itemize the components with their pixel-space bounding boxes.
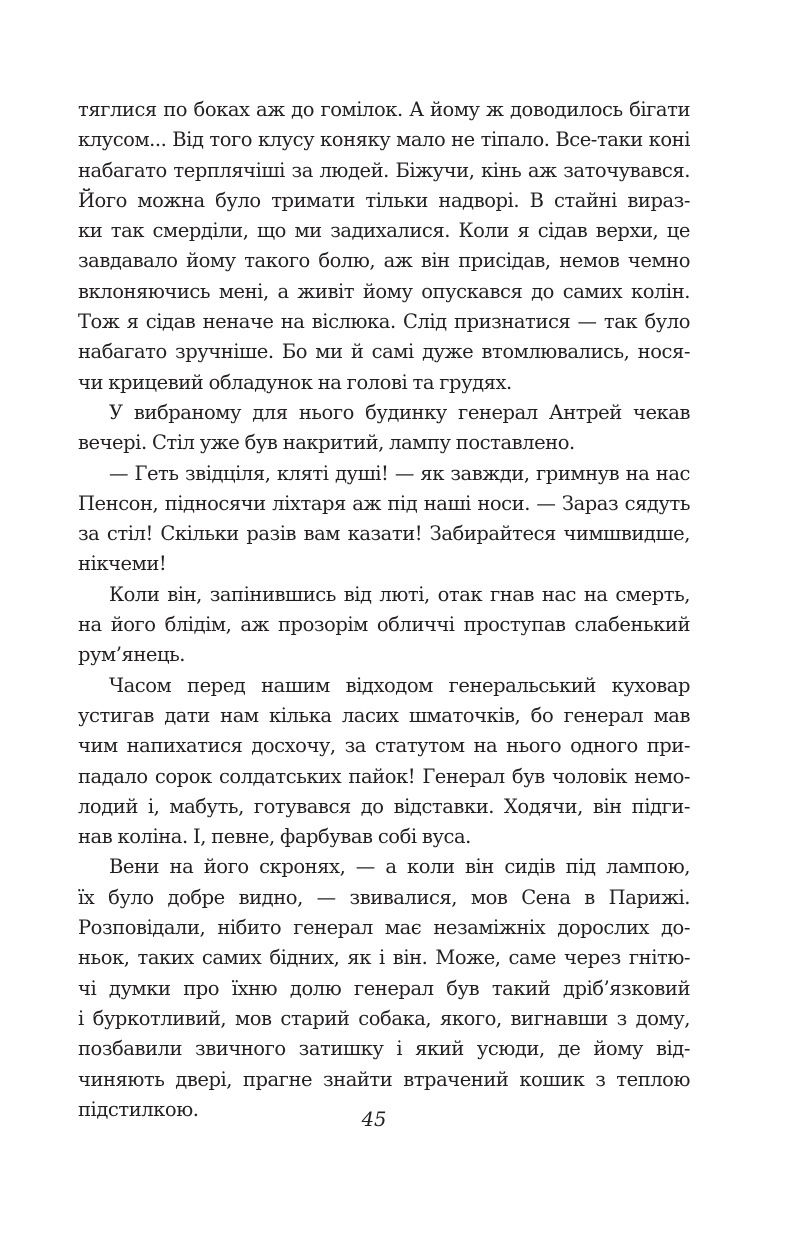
text-line: ньок, таких самих бідних, як і він. Може, саме через гнітю-	[78, 946, 690, 970]
text-line: лодий і, мабуть, готувався до відставки. Ходячи, він підги-	[78, 794, 690, 818]
text-line: Коли він, запінившись від люті, отак гнав нас на смерть,	[109, 582, 690, 606]
text-line: підстилкою.	[78, 1097, 199, 1121]
text-line: вечері. Стіл уже був накритий, лампу поставлено.	[78, 431, 575, 455]
text-line: ки так смерділи, що ми задихалися. Коли я сідав верхи, це	[78, 219, 690, 243]
text-line: чі думки про їхню долю генерал був такий дріб’язковий	[78, 976, 690, 1000]
text-line: набагато зручніше. Бо ми й самі дуже втомлювались, нося-	[78, 340, 690, 364]
page-body	[78, 95, 690, 1125]
text-line: позбавили звичного затишку і який усюди, де йому від-	[78, 1037, 690, 1061]
text-line: вклоняючись мені, а живіт йому опускався до самих колін.	[78, 279, 690, 303]
text-line: нав коліна. І, певне, фарбував собі вуса.	[78, 825, 471, 849]
text-line: устигав дати нам кілька ласих шматочків, бо генерал мав	[78, 703, 690, 727]
text-line: Його можна було тримати тільки надворі. В стайні вираз-	[78, 188, 690, 212]
text-line: чи крицевий обладунок на голові та грудях.	[78, 370, 512, 394]
text-line: на його блідім, аж прозорім обличчі проступав слабенький	[78, 613, 690, 637]
text-line: У вибраному для нього будинку генерал Антрей чекав	[109, 400, 690, 424]
text-line: їх було добре видно, — звивалися, мов Сена в Парижі.	[78, 885, 690, 909]
text-line: Вени на його скронях, — а коли він сидів під лампою,	[109, 855, 690, 879]
text-line: — Геть звідціля, кляті душі! — як завжди, гримнув на нас	[109, 461, 690, 485]
text-line: падало сорок солдатських пайок! Генерал був чоловік немо-	[78, 764, 690, 788]
text-line: набагато терплячіші за людей. Біжучи, кінь аж заточувався.	[78, 158, 690, 182]
text-line: нікчеми!	[78, 552, 167, 576]
text-line: завдавало йому такого болю, аж він присідав, немов чемно	[78, 249, 690, 273]
text-line: за стіл! Скільки разів вам казати! Забирайтеся чимшвидше,	[78, 522, 690, 546]
text-line: тяглися по боках аж до гомілок. А йому ж доводилось бігати	[78, 98, 690, 121]
text-line: Часом перед нашим відходом генеральський куховар	[109, 673, 690, 697]
text-line: Розповідали, нібито генерал має незаміжніх дорослих до-	[78, 916, 690, 940]
text-line: клусом... Від того клусу коняку мало не тіпало. Все-таки коні	[78, 128, 690, 152]
text-line: і буркотливий, мов старий собака, якого, вигнавши з дому,	[78, 1006, 690, 1030]
text-line: чиняють двері, прагне знайти втрачений кошик з теплою	[78, 1067, 690, 1091]
text-line: рум’янець.	[78, 643, 186, 667]
text-line: чим напихатися досхочу, за статутом на нього одного при-	[78, 734, 690, 758]
page-number: 45	[361, 1108, 387, 1131]
text-line: Пенсон, підносячи ліхтаря аж під наші носи. — Зараз сядуть	[78, 491, 690, 515]
text-line: Тож я сідав неначе на віслюка. Слід признатися — так було	[78, 310, 690, 334]
